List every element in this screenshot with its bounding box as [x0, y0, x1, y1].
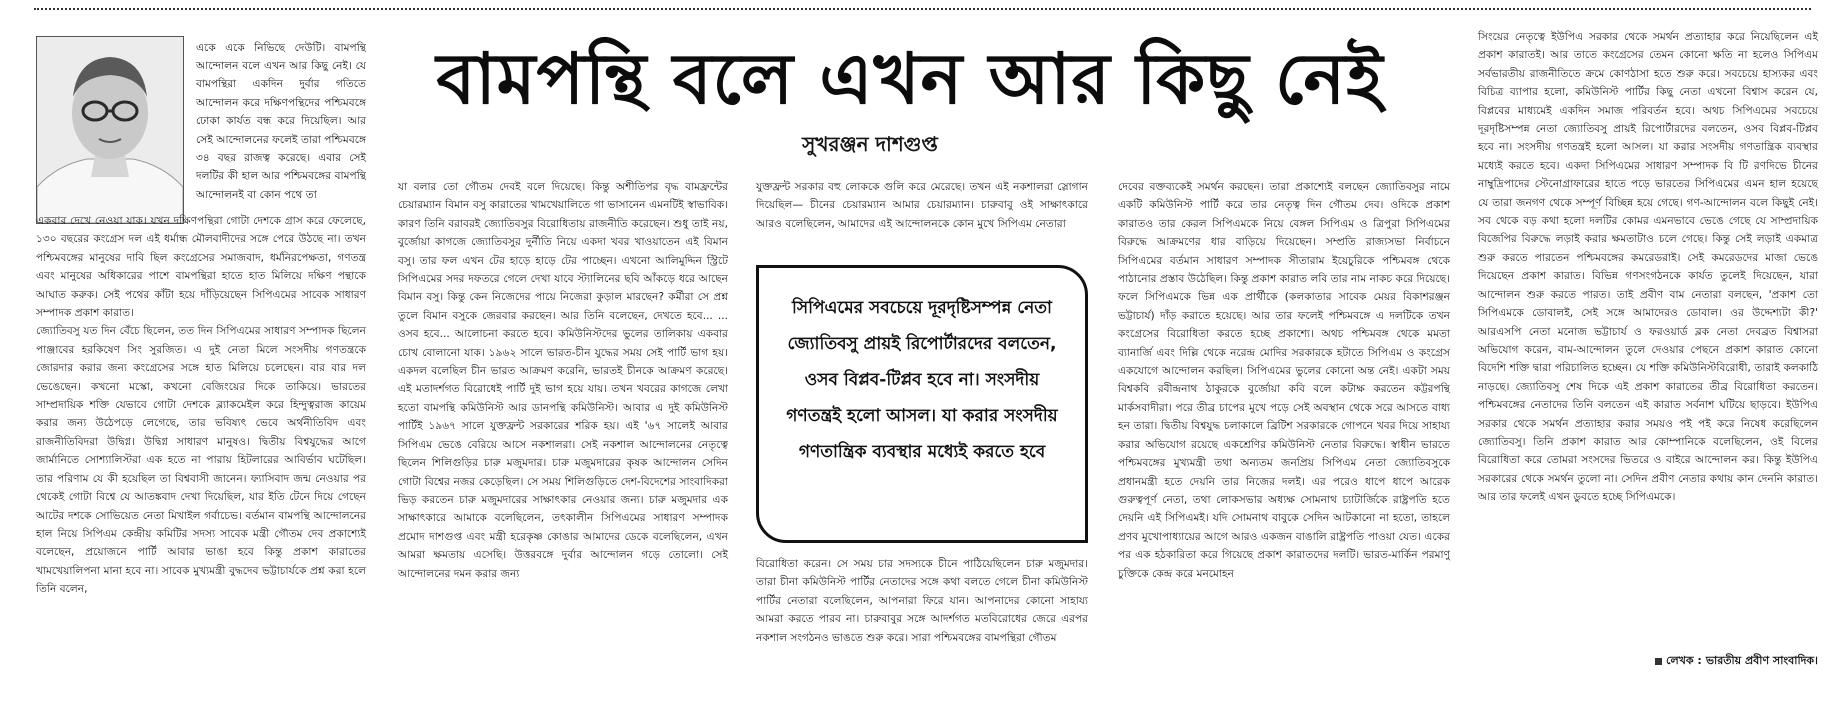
- portrait-photo-icon: [37, 37, 183, 223]
- column-5: [1478, 28, 1818, 507]
- lede-paragraph: একে একে নিভিছে দেউটি। বামপন্থি আন্দোলন বলে এখন আর কিছু নেই। যে বামপন্থিরা একদিন দুর্বার গতিতে আন্দোলন করে দক্ষিণপন্থিদের পশ্চিমবঙ্গে ঢোকা কার্যত বন্ধ করে দিয়েছিল। আর সেই আন্দোলনের ফলেই তারা পশ্চিমবঙ্গে ৩৪ বছর রাজত্ব করেছে। এবার সেই দলটির কী হাল আর পশ্চিমবঙ্গের বামপন্থি আন্দোলনই বা কোন পথে তা: [196, 41, 366, 201]
- column-1: [36, 212, 366, 599]
- author-note-label: লেখক :: [1666, 654, 1702, 667]
- author-note-text: ভারতীয় প্রবীণ সাংবাদিক।: [1705, 654, 1818, 667]
- column-3-top: [756, 178, 1088, 233]
- article-lede: [196, 28, 366, 215]
- square-bullet-icon: [1655, 658, 1662, 665]
- top-dotted-rule: [34, 8, 1811, 10]
- column-1-paragraph: জ্যোতিবসু যত দিন বেঁচে ছিলেন, তত দিন সিপিএমের সাধারণ সম্পাদক ছিলেন পাঞ্জাবের হরকিষেণ সিং সুরজিত। এ দুই নেতা মিলে সংসদীয় গণতন্ত্রকে জোরদার করার জন্য কংগ্রেসের সঙ্গে হাত মিলিয়ে চলেছেন। বার বার দল ভেঙেছেন। কখনো মস্কো, কখনো বেজিংয়ের দিকে তাকিয়ে। ভারতের সাম্প্রদায়িক শক্তি যেভাবে গোটা দেশকে ব্ল্যাকমেইল করে হিন্দুত্বরাজ কায়েম করার জন্য উঠেপড়ে লেগেছে, তার ভবিষ্যৎ ভেবে অর্থনীতিবিদ এবং রাজনীতিবিদরা উদ্বিগ্ন। উদ্বিগ্ন সাধারণ মানুষও। দ্বিতীয় বিশ্বযুদ্ধের আগে জার্মানিতে সোশ্যালিস্টরা এক হতে না পারায় হিটলারের আবির্ভাব ঘটেছিল। তার পরিণাম যে কী হয়েছিল তা বিশ্ববাসী জানেন। ফ্যাসিবাদ জন্ম নেওয়ার পর থেকেই গোটা বিশ্বে যে আতঙ্কবাদ দেখা দিয়েছিল, যার ইতি টেনে দিয়ে গেছেন আটের দশকে সোভিয়েত নেতা মিখাইল গর্বাচেভ। বর্তমান বামপন্থি আন্দোলনের হাল নিয়ে সিপিএম কেন্দ্রীয় কমিটির সদস্য সাবেক মন্ত্রী গৌতম দেব প্রকাশ্যেই বলেছেন, প্রয়োজনে পার্টি আবার ভাঙা হবে কিন্তু প্রকাশ কারাতের খামখেয়ালিপনা মানা হবে না। সাবেক মুখ্যমন্ত্রী বুদ্ধদেব ভট্টাচার্যকে প্রশ্ন করা হলে তিনি বলেন,: [36, 325, 366, 596]
- column-5-paragraph: সিংয়ের নেতৃত্বে ইউপিএ সরকার থেকে সমর্থন প্রত্যাহার করে নিয়েছিলেন এই প্রকাশ কারাতই। আর তাতে কংগ্রেসের তেমন কোনো ক্ষতি না হলেও সিপিএম সর্বভারতীয় রাজনীতিতে ক্রমে কোণঠাসা হতে শুরু করে। সবচেয়ে হাস্যকর এবং বিচিত্র ব্যাপার হলো, কমিউনিস্ট পার্টির কিছু নেতা এখনো বিশ্বাস করেন যে, বিপ্লবের মাধ্যমেই একদিন সমাজ পরিবর্তন হবে। অথচ সিপিএমের সবচেয়ে দূরদৃষ্টিসম্পন্ন নেতা জ্যোতিবসু প্রায়ই রিপোর্টারদের বলতেন, ওসব বিপ্লব-টিপ্লব হবে না। সংসদীয় গণতন্ত্রই হলো আসল। যা করার সংসদীয় গণতান্ত্রিক ব্যবস্থার মধ্যেই করতে হবে। একদা সিপিএমের সাধারণ সম্পাদক বি টি রণদিভে চীনের নাম্বুদ্রিপাদের স্টেনোগ্রাফারের হাতে পড়ে ভারতের সিপিএমের এমন হাল হয়েছে যে তারা জনগণ থেকে সম্পূর্ণ বিচ্ছিন্ন হয়ে গেছে। গণ-আন্দোলন বলে কিছুই নেই। সব থেকে বড় কথা হলো দলটির কোমর এমনভাবে ভেঙে গেছে যে সাম্প্রদায়িক বিজেপির বিরুদ্ধে লড়াই করার ক্ষমতাটাও চলে গেছে। কিন্তু সেই লড়াই একমাত্র শুরু করতে পারতেন পশ্চিমবঙ্গের কমরেডরাই। সেই কমরেডদের মাজা ভেঙে দিয়েছেন প্রকাশ কারাত। বিভিন্ন গণসংগঠনকে কার্যত তুলেই দিয়েছেন, যারা আন্দোলন শুরু করতে পারত। তাই প্রবীণ বাম নেতারা বলছেন, 'প্রকাশ তো সিপিএমকে ডোবালই, সেই সঙ্গে আমাদেরও ডোবাল। ওর উদ্দেশ্যটা কী?' আরএসপি নেতা মনোজ ভট্টাচার্য ও ফরওয়ার্ড ব্লক নেতা দেবব্রত বিশ্বাসরা অভিযোগ করেন, বাম-আন্দোলন তুলে দেওয়ার পেছনে প্রকাশ কারাত কোনো বিদেশি শক্তি দ্বারা পরিচালিত হচ্ছেন। যে শক্তি কমিউনিস্টবিরোধী, তারাই কলকাঠি নাড়ছে। জ্যোতিবসু শেষ দিকে এই প্রকাশ কারাতের তীব্র বিরোধিতা করতেন। পশ্চিমবঙ্গের নেতাদের তিনি বলতেন এই কারাত সর্বনাশ ঘটিয়ে ছাড়বে। ইউপিএ সরকার থেকে সমর্থন প্রত্যাহার করার সময়ও পই পই করে নিষেধ করেছিলেন জ্যোতিবসু। তিনি প্রকাশ কারাত আর কোম্পানিকে বলেছিলেন, ওই বিলের বিরোধিতা করে তোমরা সংসদের ভিতরে ও বাইরে আন্দোলন কর। কিন্তু ইউপিএ সরকারের থেকে সমর্থন তুলো না। সেদিন প্রবীণ নেতার কথায় কান দেননি কারাত। আর তার ফলেই এখন ডুবতে হচ্ছে সিপিএমকে।: [1478, 31, 1818, 504]
- pull-quote-text: সিপিএমের সবচেয়ে দূরদৃষ্টিসম্পন্ন নেতা জ্যোতিবসু প্রায়ই রিপোর্টারদের বলতেন, ওসব বিপ্লব-টিপ্লব হবে না। সংসদীয় গণতন্ত্রই হলো আসল। যা করার সংসদীয় গণতান্ত্রিক ব্যবস্থার মধ্যেই করতে হবে: [786, 298, 1058, 462]
- author-photo: [36, 36, 184, 224]
- column-3-top-paragraph: যুক্তফ্রন্ট সরকার বহু লোককে গুলি করে মেরেছে। তখন এই নকশালরা স্লোগান দিয়েছিল— চীনের চেয়ারম্যান আমার চেয়ারম্যান। চারুবাবু ওই সাক্ষাৎকারে আরও বলেছিলেন, আমাদের এই আন্দোলনকে কোন মুখে সিপিএম নেতারা: [756, 181, 1088, 230]
- column-4: [1118, 178, 1450, 583]
- column-2: [398, 178, 728, 583]
- column-1-paragraph: একবার দেখে নেওয়া যাক। যখন দক্ষিণপন্থিরা গোটা দেশকে গ্রাস করে ফেলেছে, ১৩০ বছরের কংগ্রেস দল এই ধর্মান্ধ মৌলবাদীদের সঙ্গে পেরে উঠছে না। তখন পশ্চিমবঙ্গের মানুষের দাবি ছিল কংগ্রেসের সমাজবাদ, ধর্মনিরপেক্ষতা, গণতন্ত্র এবং মানুষের অধিকারের পাশে বামপন্থিরা হাতে হাত মিলিয়ে দক্ষিণ পন্থাকে আঘাত করুক। সেই পথের কাঁটা হয়ে দাঁড়িয়েছেন সিপিএমের সাবেক সাধারণ সম্পাদক প্রকাশ কারাত।: [36, 215, 366, 320]
- article-headline: বামপন্থি বলে এখন আর কিছু নেই: [436, 37, 1384, 120]
- column-3-bottom: [756, 555, 1088, 647]
- article-byline: সুখরঞ্জন দাশগুপ্ত: [802, 132, 938, 156]
- column-2-paragraph: যা বলার তো গৌতম দেবই বলে দিয়েছে। কিন্তু অশীতিপর বৃদ্ধ বামফ্রন্টের চেয়ারম্যান বিমান বসু কারাতের খামখেয়ালিতে গা ভাসানেন এমনটিই স্বাভাবিক। কারণ তিনি বরাবরই জ্যোতিবসুর বিরোধিতায় রাজনীতি করেছেন। শুধু তাই নয়, বুর্জোয়া কাগজে জ্যোতিবসুর দুর্নীতি নিয়ে একদা খবর খাওয়াতেন এই বিমান বসু। তার ফল এখন টের হাড়ে হাড়ে টের পাচ্ছেন। এখনো আলিমুদ্দিন স্ট্রিটে সিপিএমের সদর দফতরে গেলে দেখা যাবে স্ট্যালিনের ছবি আঁকড়ে ধরে আছেন বিমান বসু। কিন্তু কেন নিজেদের পায়ে নিজেরা কুড়াল মারছেন? কর্মীরা সে প্রশ্ন তুলে বিমান বসুকে জেরবার করছেন। আর তিনি বলেছেন, দেখতে হবে... ... ওসব হবে... আলোচনা করতে হবে। কমিউনিস্টদের ভুলের তালিকায় একবার চোখ বোলানো যাক। ১৯৬২ সালে ভারত-চীন যুদ্ধের সময় সেই পার্টি ভাগ হয়। একদল বলেছিল চীন ভারত আক্রমণ করেনি, ভারতই চীনকে আক্রমণ করেছে। এই মতাদর্শগত বিরোধেই পার্টি দুই ভাগ হয়ে যায়। তখন খবরের কাগজে লেখা হতো বামপন্থি কমিউনিস্ট আর ডানপন্থি কমিউনিস্ট। আবার এ দুই কমিউনিস্ট পার্টিই ১৯৬৭ সালে যুক্তফ্রন্ট সরকারের শরিক হয়। এই '৬৭ সালেই আবার সিপিএম ভেঙে বেরিয়ে আসে নকশালরা। সেই নকশাল আন্দোলনের নেতৃত্বে ছিলেন শিলিগুড়ির চারু মজুমদার। চারু মজুমদারের কৃষক আন্দোলন সেদিন গোটা বিশ্বের নজর কেড়েছিল। সে সময় শিলিগুড়িতে দেশ-বিদেশের সাংবাদিকরা ভিড় করতেন চারু মজুমদারের সাক্ষাৎকার নেওয়ার জন্য। চারু মজুমদার এক সাক্ষাৎকারে আমাকে বলেছিলেন, তৎকালীন সিপিএমের সাধারণ সম্পাদক প্রমোদ দাশগুপ্ত এবং মন্ত্রী হরেকৃষ্ণ কোঙার আমাদের ডেকে বলেছিলেন, এখন আমরা ক্ষমতায় এসেছি। উত্তরবঙ্গে দুর্বার আন্দোলন গড়ে তোলো। সেই আন্দোলনের দমন করার জন্য: [398, 181, 728, 580]
- author-note: [1610, 652, 1818, 670]
- pull-quote: [756, 265, 1088, 543]
- column-4-paragraph: দেবের বক্তব্যকেই সমর্থন করছেন। তারা প্রকাশ্যেই বলছেন জ্যোতিবসুর নামে একটি কমিউনিস্ট পার্টি করে তার নেতৃত্ব দিন গৌতম দেব। ওদিকে প্রকাশ কারাতও তার কেরল সিপিএমকে নিয়ে বেঙ্গল সিপিএম ও ত্রিপুরা সিপিএমের বিরুদ্ধে আক্রমণের ধার বাড়িয়ে দিয়েছেন। সম্প্রতি রাজ্যসভা নির্বাচনে সিপিএমের বর্তমান সাধারণ সম্পাদক সীতারাম ইয়েচুরিকে পশ্চিমবঙ্গ থেকে পাঠানোর প্রস্তাব উঠেছিল। কিন্তু প্রকাশ কারাত লবি তার নাম নাকচ করে দিয়েছে। ফলে সিপিএমকে ভিন্ন এক প্রার্থীকে (কলকাতার সাবেক মেয়র বিকাশরঞ্জন ভট্টাচার্য) দাঁড় করাতে হয়েছে। আর তার ফলেই পশ্চিমবঙ্গে এ দলটিকে তখন কংগ্রেসের বিরোধিতা করতে হচ্ছে প্রকাশ্যে। অথচ পশ্চিমবঙ্গ থেকে মমতা ব্যানার্জি এবং দিল্লি থেকে নরেন্দ্র মোদির সরকারকে হটাতে সিপিএম ও কংগ্রেস একযোগে আন্দোলন করছিল। সিপিএমের ভুলের কোনো অন্ত নেই। একটা সময় বিশ্বকবি রবীন্দ্রনাথ ঠাকুরকে বুর্জোয়া কবি বলে কটাক্ষ করতেন কট্টরপন্থি মার্কসবাদীরা। পরে তীব্র চাপের মুখে পড়ে সেই অবস্থান থেকে সরে আসতে বাধ্য হন তারা। দ্বিতীয় বিশ্বযুদ্ধ চলাকালে ব্রিটিশ সরকারকে গোপনে খবর দিয়ে সাহায্য করার অভিযোগ রয়েছে একশ্রেণির কমিউনিস্ট নেতার বিরুদ্ধে। স্বাধীন ভারতে পশ্চিমবঙ্গের মুখ্যমন্ত্রী তথা অন্যতম জনপ্রিয় সিপিএম নেতা জ্যোতিবসুকে প্রধানমন্ত্রী হতে দেয়নি তার নিজের দলই। এর পরেও ধাপে ধাপে আরেক গুরুত্বপূর্ণ নেতা, তথা লোকসভার অধ্যক্ষ সোমনাথ চ্যাটার্জিকে রাষ্ট্রপতি হতে দেয়নি এই সিপিএমই। যদি সোমনাথ বাবুকে সেদিন আটকানো না হতো, তাহলে প্রণব মুখোপাধ্যায়ের আগে আরও একজন বাঙালি রাষ্ট্রপতি পাওয়া যেত। একের পর এক হঠকারিতা করে গিয়েছে প্রকাশ কারাতদের দলটি। ভারত-মার্কিন পরমাণু চুক্তিকে কেন্দ্র করে মনমোহন: [1118, 181, 1450, 580]
- column-3-bottom-paragraph: বিরোধিতা করেন। সে সময় চার সদস্যকে চীনে পাঠিয়েছিলেন চারু মজুমদার। তারা চীনা কমিউনিস্ট পার্টির নেতাদের সঙ্গে কথা বলতে গেলে চীনা কমিউনিস্ট পার্টির নেতারা বলেছিলেন, আপনারা ফিরে যান। আপনাদের কোনো সাহায্য আমরা করতে পারব না। চারুবাবুর সঙ্গে আদর্শগত মতবিরোধের জেরে এরপর নকশাল সংগঠনও ভাঙতে শুরু করে। সারা পশ্চিমবঙ্গের বামপন্থিরা গৌতম: [756, 558, 1088, 644]
